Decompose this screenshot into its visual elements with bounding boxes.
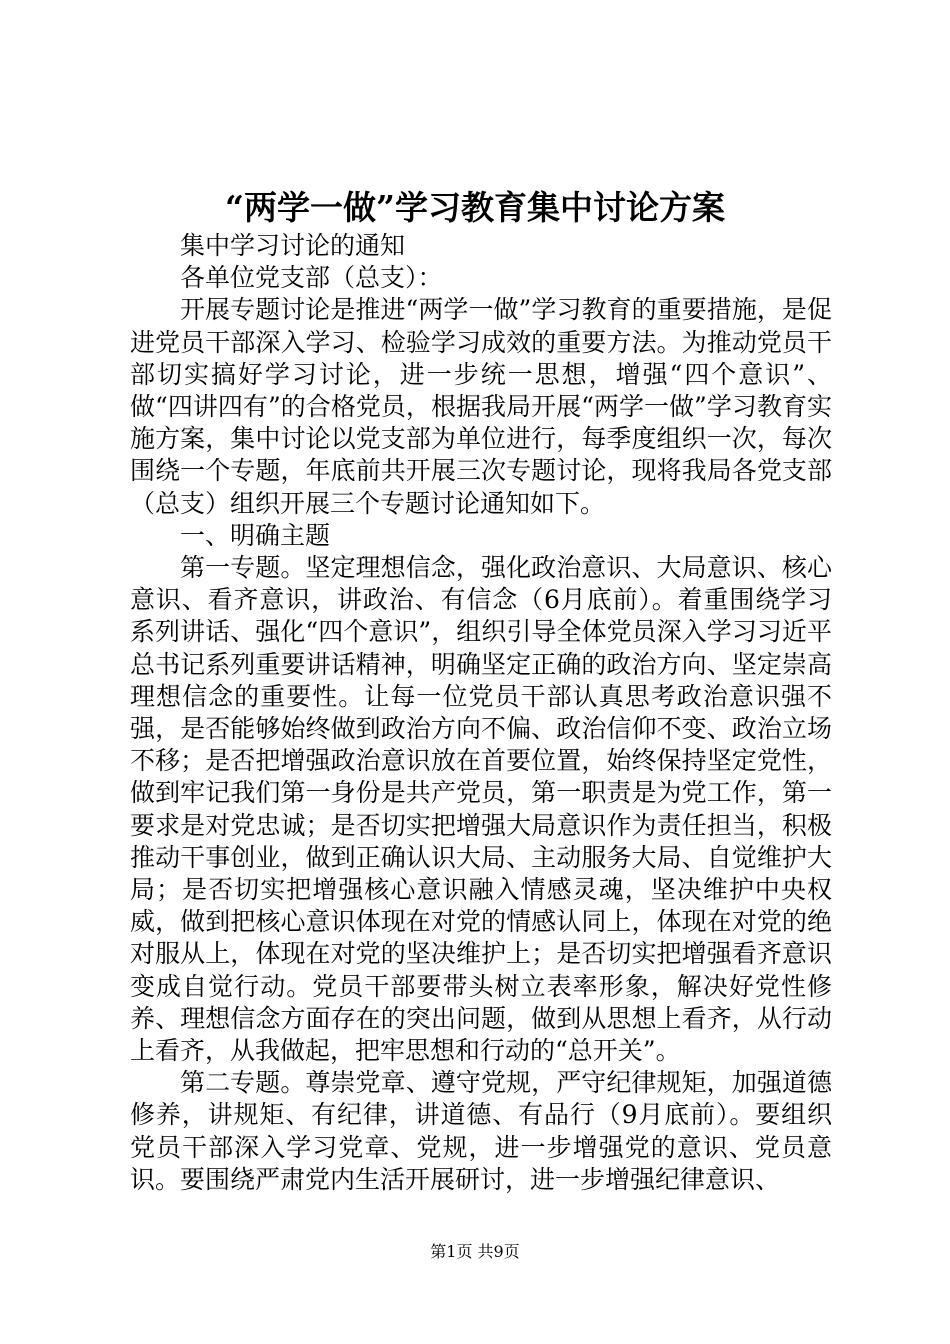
paragraph-salutation: 各单位党支部（总支）： [180,263,443,293]
document-body [130,230,832,1196]
section-heading-themes: 一、明确主题 [180,520,331,550]
paragraph-intro: 开展专题讨论是推进“两学一做”学习教育的重要措施，是促进党员干部深入学习、检验学习成效的重要方法。为推动党员干部切实搞好学习讨论，进一步统一思想，增强“四个意识”、做“四讲四有”的合格党员，根据我局开展“两学一做”学习教育实施方案，集中讨论以党支部为单位进行，每季度组织一次，每次围绕一个专题，年底前共开展三次专题讨论，现将我局各党支部（总支）组织开展三个专题讨论通知如下。 [130,295,832,518]
paragraph-topic-one: 第一专题。坚定理想信念，强化政治意识、大局意识、核心意识、看齐意识，讲政治、有信念（6月底前）。着重围绕学习系列讲话、强化“四个意识”，组织引导全体党员深入学习习近平总书记系列重要讲话精神，明确坚定正确的政治方向、坚定崇高理想信念的重要性。让每一位党员干部认真思考政治意识强不强，是否能够始终做到政治方向不偏、政治信仰不变、政治立场不移；是否把增强政治意识放在首要位置，始终保持坚定党性，做到牢记我们第一身份是共产党员，第一职责是为党工作，第一要求是对党忠诚；是否切实把增强大局意识作为责任担当，积极推动干事创业，做到正确认识大局、主动服务大局、自觉维护大局；是否切实把增强核心意识融入情感灵魂，坚决维护中央权威，做到把核心意识体现在对党的情感认同上，体现在对党的绝对服从上，体现在对党的坚决维护上；是否切实把增强看齐意识变成自觉行动。党员干部要带头树立表率形象，解决好党性修养、理想信念方面存在的突出问题，做到从思想上看齐，从行动上看齐，从我做起，把牢思想和行动的“总开关”。 [130,553,832,1066]
page-number-footer: 第1页 共9页 [430,1242,520,1261]
paragraph-notice-heading: 集中学习讨论的通知 [180,231,406,260]
page-title: “两学一做”学习教育集中讨论方案 [225,188,725,227]
paragraph-topic-two: 第二专题。尊崇党章、遵守党规，严守纪律规矩，加强道德修养，讲规矩、有纪律，讲道德、有品行（9月底前）。要组织党员干部深入学习党章、党规，进一步增强党的意识、党员意识。要围绕严肃党内生活开展研讨，进一步增强纪律意识、 [130,1068,832,1194]
